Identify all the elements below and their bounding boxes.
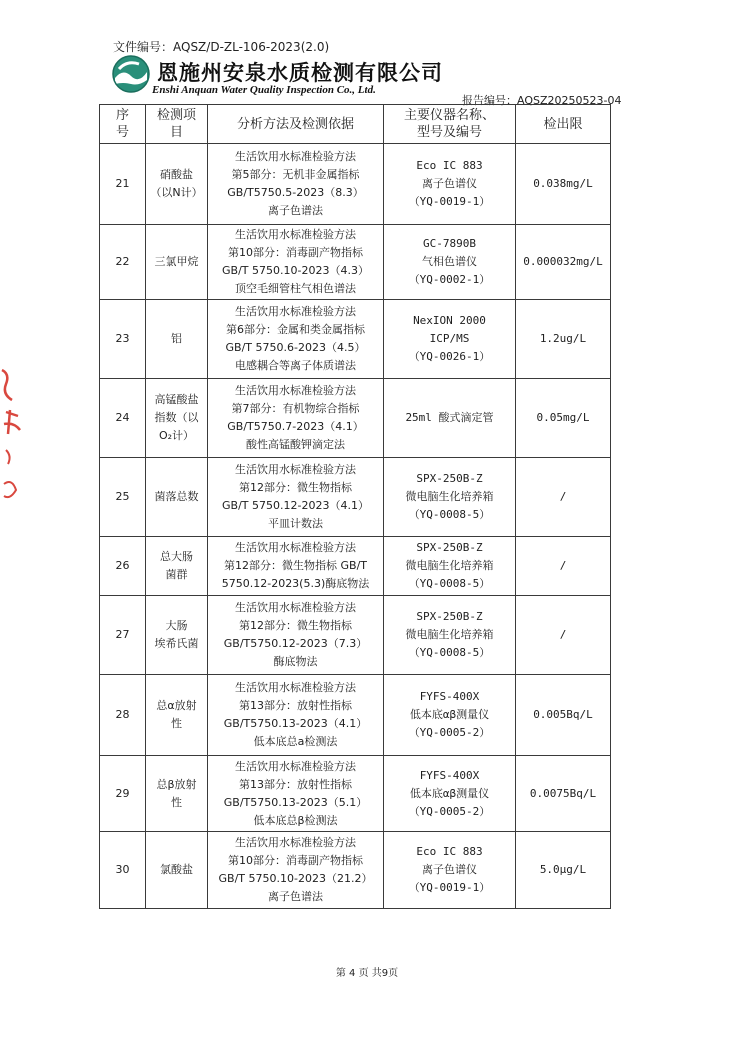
method-cell-line: 第10部分：消毒副产物指标 [228,854,363,867]
method-cell-line: 低本底总a检测法 [253,735,338,748]
method-cell [208,144,384,225]
instrument-cell [384,225,516,300]
instrument-cell-line: （YQ-0019-1） [408,195,491,208]
method-cell-line: 生活饮用水标准检验方法 [235,681,356,694]
instrument-cell [384,756,516,832]
detection-limit-cell: 0.05mg/L [516,379,611,458]
test-item-cell [146,596,208,675]
test-item-cell-line: 大肠 [165,619,188,632]
header-instrument: 主要仪器名称、 型号及编号 [384,105,516,144]
method-cell [208,832,384,909]
header-method: 分析方法及检测依据 [208,105,384,144]
detection-limit-cell: 1.2ug/L [516,300,611,379]
method-cell-line: 第13部分：放射性指标 [239,699,352,712]
method-cell-line: 第12部分：微生物指标 GB/T [224,559,367,572]
method-cell-line: 第5部分：无机非金属指标 [231,168,360,181]
method-cell-line: 生活饮用水标准检验方法 [235,384,356,397]
method-cell-line: 酸性高锰酸钾滴定法 [246,438,345,451]
method-cell-line: 电感耦合等离子体质谱法 [235,359,356,372]
test-item-cell [146,458,208,537]
instrument-cell-line: （YQ-0002-1） [408,273,491,286]
detection-limit-cell: 0.038mg/L [516,144,611,225]
instrument-cell-line: （YQ-0008-5） [408,646,491,659]
method-cell-line: 生活饮用水标准检验方法 [235,601,356,614]
method-cell-line: 5750.12-2023(5.3)酶底物法 [221,577,370,590]
test-item-cell-line: 高锰酸盐 [154,393,199,406]
method-cell-line: 生活饮用水标准检验方法 [235,305,356,318]
instrument-cell-line: 低本底αβ测量仪 [409,786,490,800]
method-cell-line: GB/T5750.13-2023（5.1） [223,795,368,809]
method-cell-line: 生活饮用水标准检验方法 [235,150,356,163]
method-cell [208,300,384,379]
instrument-cell [384,596,516,675]
instrument-cell [384,537,516,596]
method-cell [208,225,384,300]
test-item-cell-line: 菌群 [165,568,188,581]
instrument-cell-line: （YQ-0026-1） [408,350,491,363]
method-cell-line: 生活饮用水标准检验方法 [235,228,356,241]
test-item-cell [146,144,208,225]
method-cell-line: 第13部分：放射性指标 [239,777,352,791]
test-item-cell-line: 三氯甲烷 [154,255,199,268]
test-item-cell [146,300,208,379]
instrument-cell-line: 微电脑生化培养箱 [405,628,494,641]
instrument-cell [384,675,516,756]
method-cell-line: 生活饮用水标准检验方法 [235,463,356,476]
seal-stamp-icon [0,360,22,510]
table-row [100,537,611,596]
method-cell [208,675,384,756]
table-row [100,458,611,537]
table-header-row [100,105,611,144]
detection-limit-cell: 0.0075Bq/L [516,756,611,832]
method-cell-line: 低本底总β检测法 [253,813,338,827]
method-cell-line: 生活饮用水标准检验方法 [235,836,356,849]
instrument-cell-line: SPX-250B-Z [416,472,483,485]
test-item-cell [146,756,208,832]
test-item-cell-line: 指数（以 [154,411,199,424]
test-item-cell [146,225,208,300]
detection-limit-cell: 0.000032mg/L [516,225,611,300]
instrument-cell-line: Eco IC 883 [416,159,483,172]
method-cell-line: GB/T5750.7-2023（4.1） [227,420,364,433]
instrument-cell-line: Eco IC 883 [416,845,483,858]
method-cell-line: GB/T 5750.10-2023（21.2） [218,872,373,885]
company-name-en: Enshi Anquan Water Quality Inspection Co., Ltd. [152,84,376,96]
method-cell-line: GB/T5750.13-2023（4.1） [223,717,368,730]
instrument-cell-line: （YQ-0005-2） [408,804,491,818]
instrument-cell-line: NexION 2000 [413,314,486,327]
instrument-cell-line: 气相色谱仪 [422,255,477,268]
test-item-cell-line: 总大肠 [160,550,193,563]
method-cell-line: GB/T 5750.10-2023（4.3） [222,264,369,277]
test-item-cell-line: 氯酸盐 [160,863,193,876]
method-cell [208,537,384,596]
header-item: 检测项 目 [146,105,208,144]
instrument-cell [384,832,516,909]
test-item-cell [146,832,208,909]
instrument-cell-line: 25ml 酸式滴定管 [405,411,494,424]
instrument-cell-line: 微电脑生化培养箱 [405,559,494,572]
row-number-cell: 21 [100,144,146,225]
method-cell-line: 第12部分：微生物指标 [239,619,352,632]
test-item-cell-line: （以N计） [150,186,203,199]
row-number-cell: 29 [100,756,146,832]
header-limit: 检出限 [516,105,611,144]
table-row [100,832,611,909]
instrument-cell-line: 离子色谱仪 [422,177,477,190]
company-logo-icon [111,54,151,94]
method-cell [208,756,384,832]
method-cell [208,379,384,458]
instrument-cell-line: ICP/MS [429,332,470,345]
method-cell-line: 生活饮用水标准检验方法 [235,759,356,773]
test-item-cell [146,379,208,458]
test-item-cell-line: 总β放射 [156,777,197,791]
test-item-cell-line: 硝酸盐 [160,168,193,181]
table-row [100,379,611,458]
table-row [100,144,611,225]
page-number: 第 4 页 共9页 [335,968,399,979]
instrument-cell-line: （YQ-0019-1） [408,881,491,894]
row-number-cell: 24 [100,379,146,458]
instrument-cell [384,458,516,537]
test-item-cell-line: 总α放射 [156,699,197,712]
method-cell-line: 酶底物法 [273,655,318,668]
file-number: 文件编号：AQSZ/D-ZL-106-2023(2.0) [113,40,330,54]
method-cell-line: GB/T 5750.12-2023（4.1） [222,499,369,512]
method-cell-line: GB/T 5750.6-2023（4.5） [225,341,366,354]
instrument-cell-line: （YQ-0008-5） [408,577,491,590]
table-row [100,225,611,300]
instrument-cell-line: SPX-250B-Z [416,541,483,554]
report-number: 报告编号：AQSZ20250523-04 [462,94,622,107]
table-row [100,756,611,832]
detection-limit-cell: / [516,537,611,596]
row-number-cell: 26 [100,537,146,596]
test-item-cell [146,537,208,596]
instrument-cell-line: 低本底αβ测量仪 [409,708,490,721]
method-cell-line: GB/T5750.12-2023（7.3） [223,637,368,650]
detection-limit-cell: 0.005Bq/L [516,675,611,756]
detection-limit-cell: 5.0μg/L [516,832,611,909]
table-row [100,596,611,675]
instrument-cell-line: FYFS-400X [419,768,480,782]
method-cell-line: 离子色谱法 [268,890,323,903]
instrument-cell [384,379,516,458]
row-number-cell: 23 [100,300,146,379]
method-cell-line: 第10部分：消毒副产物指标 [228,246,363,259]
instrument-cell-line: 离子色谱仪 [422,863,477,876]
method-cell [208,596,384,675]
test-item-cell-line: 铝 [171,332,182,345]
detection-limit-cell: / [516,596,611,675]
row-number-cell: 30 [100,832,146,909]
method-cell-line: 第7部分：有机物综合指标 [231,402,360,415]
test-item-cell-line: 菌落总数 [154,490,199,503]
instrument-cell [384,300,516,379]
method-cell-line: GB/T5750.5-2023（8.3） [227,186,364,199]
detection-limit-cell: / [516,458,611,537]
test-item-cell-line: 埃希氏菌 [154,637,199,650]
instrument-cell-line: （YQ-0005-2） [408,726,491,739]
row-number-cell: 25 [100,458,146,537]
instrument-cell-line: 微电脑生化培养箱 [405,490,494,503]
instrument-cell-line: GC-7890B [423,237,476,250]
method-cell-line: 顶空毛细管柱气相色谱法 [235,282,356,295]
header-no: 序 号 [100,105,146,144]
instrument-cell-line: SPX-250B-Z [416,610,483,623]
method-cell-line: 生活饮用水标准检验方法 [235,541,356,554]
method-cell [208,458,384,537]
method-cell-line: 平皿计数法 [268,517,323,530]
test-item-cell-line: 性 [171,795,182,809]
test-item-cell [146,675,208,756]
table-row [100,300,611,379]
row-number-cell: 22 [100,225,146,300]
method-cell-line: 第6部分：金属和类金属指标 [226,323,365,336]
row-number-cell: 27 [100,596,146,675]
company-name-cn: 恩施州安泉水质检测有限公司 [157,60,443,85]
test-item-cell-line: 性 [171,717,182,730]
results-table [99,104,611,909]
instrument-cell-line: （YQ-0008-5） [408,508,491,521]
table-row [100,675,611,756]
test-item-cell-line: O₂计） [158,429,195,442]
instrument-cell [384,144,516,225]
instrument-cell-line: FYFS-400X [419,690,480,703]
method-cell-line: 离子色谱法 [268,204,323,217]
method-cell-line: 第12部分：微生物指标 [239,481,352,494]
row-number-cell: 28 [100,675,146,756]
